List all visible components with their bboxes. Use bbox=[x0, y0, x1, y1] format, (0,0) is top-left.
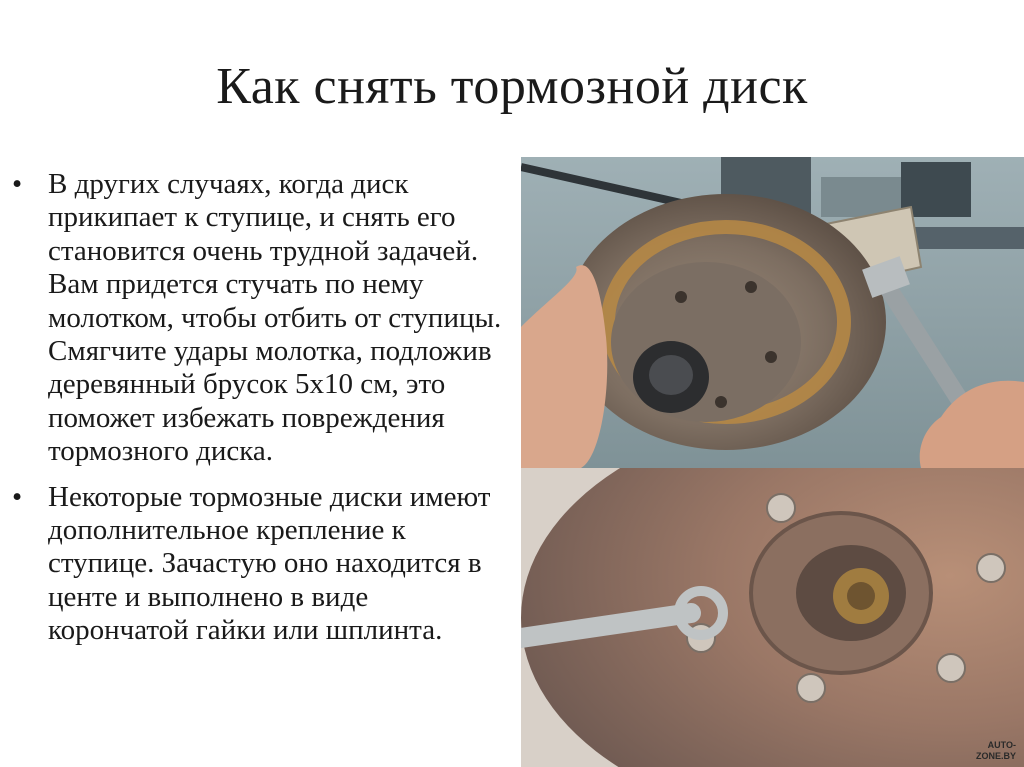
watermark-logo: AUTO- bbox=[987, 740, 1016, 750]
brake-hub-wrench-photo bbox=[521, 468, 1024, 767]
brake-disc-hammer-photo bbox=[521, 157, 1024, 468]
bullet-text: В других случаях, когда диск прикипает к ступице, и снять его становится очень трудной задачей. Вам придется стучать по нему молотком, чтобы отбить от ступицы. Смягчите удары молотка, подложив деревянный брусок 5х10 см, это поможет избежать повреждения тормозного диска. bbox=[48, 168, 502, 468]
bullet-dot-icon: • bbox=[12, 168, 23, 200]
bullet-dot-icon: • bbox=[12, 480, 23, 513]
bullet-text: Некоторые тормозные диски имеют дополнительное крепление к ступице. Зачастую оно находится в центе и выполнено в виде корончатой гайки или шплинта. bbox=[48, 480, 491, 647]
bullet-list bbox=[12, 168, 512, 660]
slide-title: Как снять тормозной диск bbox=[216, 58, 808, 115]
bullet-item bbox=[12, 168, 512, 469]
bullet-item bbox=[12, 481, 512, 648]
watermark-logo: ZONE.BY bbox=[975, 751, 1016, 761]
